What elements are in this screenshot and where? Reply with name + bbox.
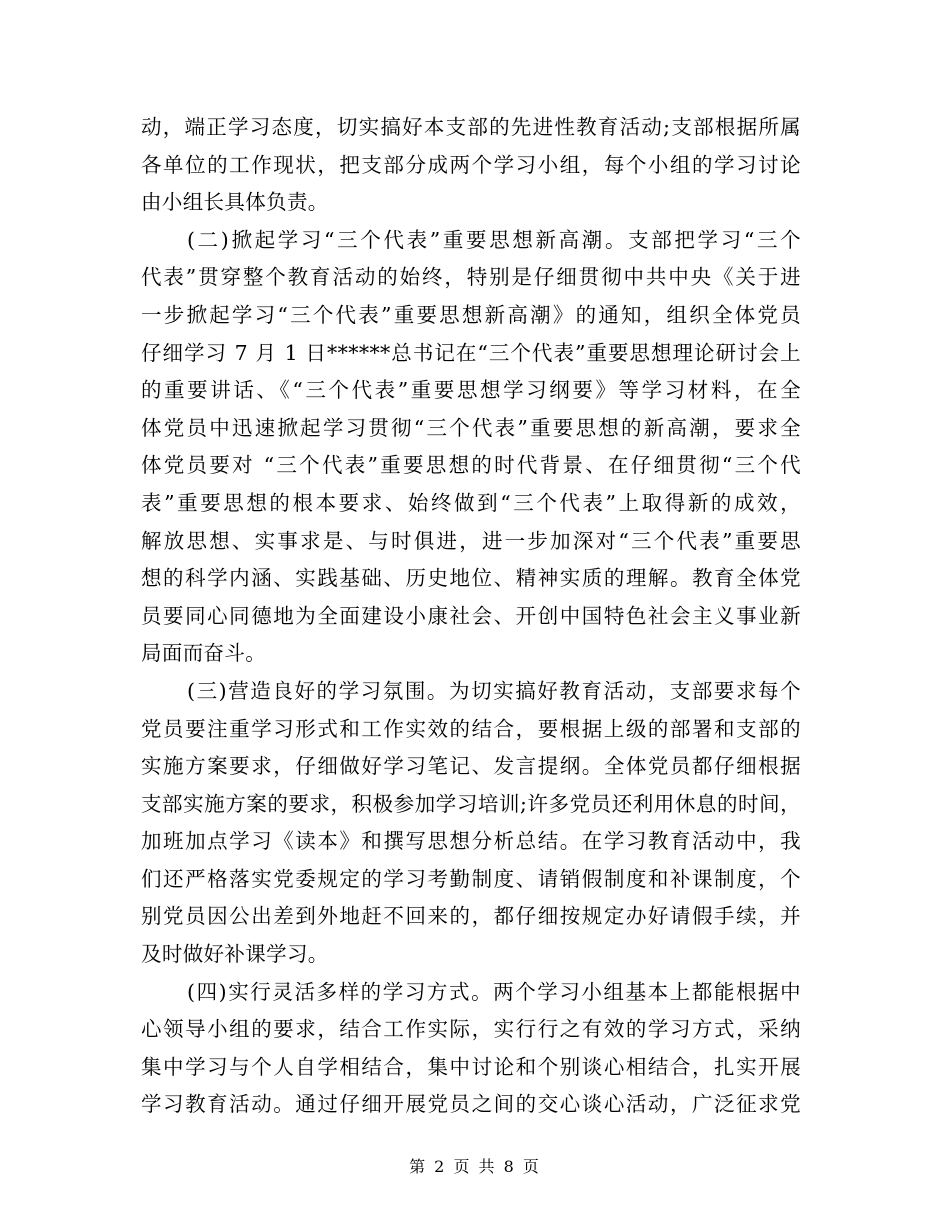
page-footer: 第 2 页 共 8 页 (409, 1157, 541, 1176)
text-line: 各单位的工作现状，把支部分成两个学习小组，每个小组的学习讨论 (141, 152, 801, 177)
text-line: (四)实行灵活多样的学习方式。两个学习小组基本上都能根据中 (187, 979, 801, 1004)
text-line: 仔细学习 7 月 1 日******总书记在“三个代表”重要思想理论研讨会上 (141, 340, 801, 365)
text-line: 别党员因公出差到外地赶不回来的，都仔细按规定办好请假手续，并 (141, 904, 801, 929)
body-text (141, 109, 801, 1124)
text-line: 的重要讲话、《“三个代表”重要思想学习纲要》等学习材料，在全 (141, 378, 801, 403)
text-line: 党员要注重学习形式和工作实效的结合，要根据上级的部署和支部的 (141, 716, 801, 741)
text-line: (三)营造良好的学习氛围。为切实搞好教育活动，支部要求每个 (187, 678, 801, 703)
text-line: 集中学习与个人自学相结合，集中讨论和个别谈心相结合，扎实开展 (141, 1054, 801, 1079)
text-line: 表”重要思想的根本要求、始终做到“三个代表”上取得新的成效， (141, 490, 801, 515)
text-line: 想的科学内涵、实践基础、历史地位、精神实质的理解。教育全体党 (141, 566, 801, 591)
text-line: 加班加点学习《读本》和撰写思想分析总结。在学习教育活动中，我 (141, 829, 801, 854)
text-line: 学习教育活动。通过仔细开展党员之间的交心谈心活动，广泛征求党 (141, 1092, 801, 1117)
text-line: 动，端正学习态度，切实搞好本支部的先进性教育活动;支部根据所属 (141, 115, 801, 139)
text-line: 体党员要对 “三个代表”重要思想的时代背景、在仔细贯彻“三个代 (141, 453, 801, 478)
text-line: 局面而奋斗。 (141, 641, 267, 666)
text-line: 实施方案要求，仔细做好学习笔记、发言提纲。全体党员都仔细根据 (141, 754, 801, 779)
text-line: 代表”贯穿整个教育活动的始终，特别是仔细贯彻中共中央《关于进 (141, 265, 801, 290)
text-line: 员要同心同德地为全面建设小康社会、开创中国特色社会主义事业新 (141, 603, 801, 628)
text-line: 由小组长具体负责。 (141, 190, 329, 215)
text-line: 支部实施方案的要求，积极参加学习培训;许多党员还利用休息的时间， (141, 791, 801, 816)
text-line: (二)掀起学习“三个代表”重要思想新高潮。支部把学习“三个 (187, 227, 801, 252)
text-line: 及时做好补课学习。 (141, 942, 329, 967)
text-line: 心领导小组的要求，结合工作实际，实行行之有效的学习方式，采纳 (141, 1017, 801, 1042)
text-line: 们还严格落实党委规定的学习考勤制度、请销假制度和补课制度，个 (141, 866, 801, 891)
text-line: 一步掀起学习“三个代表”重要思想新高潮》的通知，组织全体党员 (141, 302, 801, 327)
text-line: 解放思想、实事求是、与时俱进，进一步加深对“三个代表”重要思 (141, 528, 801, 553)
text-line: 体党员中迅速掀起学习贯彻“三个代表”重要思想的新高潮，要求全 (141, 415, 801, 440)
